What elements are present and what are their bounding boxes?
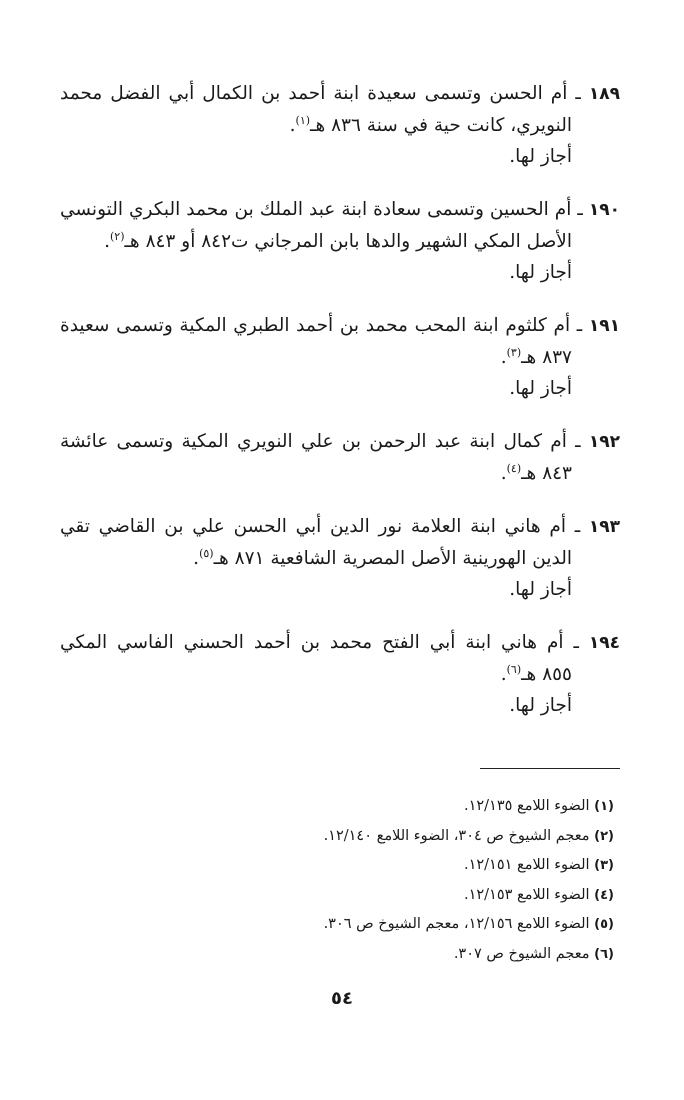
- entry-193: [60, 511, 620, 605]
- footnote-separator: [480, 768, 620, 769]
- entry-permission: أجاز لها.: [509, 146, 572, 167]
- entry-first-line: [60, 310, 620, 342]
- entry-title: ـ أم الحسن وتسمى سعيدة ابنة أحمد بن الكمال أبي الفضل محمد: [60, 83, 581, 104]
- entry-title: ـ أم كمال ابنة عبد الرحمن بن علي النويري المكية وتسمى عائشة: [60, 431, 581, 452]
- entry-first-line: [60, 426, 620, 458]
- entry-text: ٨٥٥ هـ: [521, 664, 572, 685]
- entry-number: ١٩٣: [588, 517, 620, 537]
- footnote-ref[interactable]: (٣): [506, 345, 522, 359]
- entry-title: ـ أم الحسين وتسمى سعادة ابنة عبد الملك بن محمد البكري التونسي: [60, 199, 583, 220]
- entry-punct: .: [104, 231, 110, 252]
- entry-permission: أجاز لها.: [509, 378, 572, 399]
- entry-title: ـ أم هاني ابنة أبي الفتح محمد بن أحمد الحسني الفاسي المكي: [60, 632, 579, 653]
- footnote-number: (٣): [594, 858, 614, 873]
- footnote-item: [74, 940, 614, 970]
- entry-title: ـ أم كلثوم ابنة المحب محمد بن أحمد الطبري المكية وتسمى سعيدة: [60, 315, 583, 336]
- footnote-number: (٢): [594, 828, 614, 844]
- footnote-item: [74, 881, 614, 911]
- entry-punct: .: [193, 548, 200, 569]
- entry-punct: .: [500, 347, 507, 368]
- footnote-number: (٦): [594, 946, 614, 962]
- footnote-text: الضوء اللامع ١٢/١٥١.: [463, 857, 590, 873]
- entry-number: ١٩٤: [588, 633, 620, 653]
- entry-punct: .: [500, 664, 507, 685]
- entry-second-line: [60, 110, 620, 141]
- entry-first-line: [60, 627, 620, 659]
- footnote-item: [74, 851, 614, 881]
- footnote-ref[interactable]: (١): [295, 113, 311, 127]
- entry-title: ـ أم هاني ابنة العلامة نور الدين أبي الحسن علي بن القاضي تقي: [60, 516, 581, 537]
- footnote-item: [74, 910, 614, 940]
- entry-number: ١٩٠: [588, 200, 620, 220]
- entries-list: [60, 78, 620, 743]
- footnotes-list: [74, 792, 614, 969]
- entry-191: [60, 310, 620, 404]
- entry-text: الدين الهورينية الأصل المصرية الشافعية ٨٧١ هـ: [213, 548, 572, 569]
- entry-second-line: [60, 659, 620, 690]
- entry-text: النويري، كانت حية في سنة ٨٣٦ هـ: [310, 115, 572, 136]
- entry-first-line: [60, 194, 620, 226]
- footnote-text: الضوء اللامع ١٢/١٥٣.: [463, 886, 590, 903]
- footnote-text: معجم الشيوخ ص ٣٠٧.: [453, 945, 590, 962]
- entry-first-line: [60, 511, 620, 543]
- entry-punct: .: [500, 463, 507, 484]
- entry-punct: .: [289, 115, 296, 136]
- entry-second-line: [60, 458, 620, 489]
- entry-number: ١٨٩: [588, 84, 620, 104]
- entry-text: الأصل المكي الشهير والدها بابن المرجاني ت٨٤٢ أو ٨٤٣ هـ: [124, 231, 572, 252]
- entry-first-line: [60, 78, 620, 110]
- entry-text: ٨٣٧ هـ: [521, 347, 572, 368]
- footnote-number: (١): [594, 799, 614, 814]
- entry-second-line: [60, 226, 620, 257]
- entry-permission: أجاز لها.: [509, 695, 572, 716]
- entry-permission: أجاز لها.: [509, 262, 572, 283]
- entry-189: [60, 78, 620, 172]
- footnote-item: [74, 792, 614, 822]
- footnote-ref[interactable]: (٥): [199, 546, 214, 560]
- entry-192: [60, 426, 620, 489]
- entry-194: [60, 627, 620, 721]
- entry-number: ١٩١: [588, 316, 620, 336]
- entry-190: [60, 194, 620, 288]
- entry-permission: أجاز لها.: [509, 579, 572, 600]
- footnote-item: [74, 822, 614, 852]
- footnote-text: الضوء اللامع ١٢/١٣٥.: [463, 798, 590, 814]
- footnote-number: (٤): [594, 887, 614, 903]
- footnote-ref[interactable]: (٢): [109, 229, 125, 243]
- entry-second-line: [60, 342, 620, 373]
- page-number: ٥٤: [331, 988, 353, 1009]
- footnote-number: (٥): [594, 917, 614, 932]
- footnote-text: الضوء اللامع ١٢/١٥٦، معجم الشيوخ ص ٣٠٦.: [323, 916, 590, 932]
- entry-number: ١٩٢: [588, 432, 620, 452]
- footnote-ref[interactable]: (٦): [506, 662, 522, 676]
- footnote-ref[interactable]: (٤): [506, 461, 522, 475]
- entry-text: ٨٤٣ هـ: [521, 463, 572, 484]
- footnote-text: معجم الشيوخ ص ٣٠٤، الضوء اللامع ١٢/١٤٠.: [323, 827, 590, 844]
- entry-second-line: [60, 543, 620, 574]
